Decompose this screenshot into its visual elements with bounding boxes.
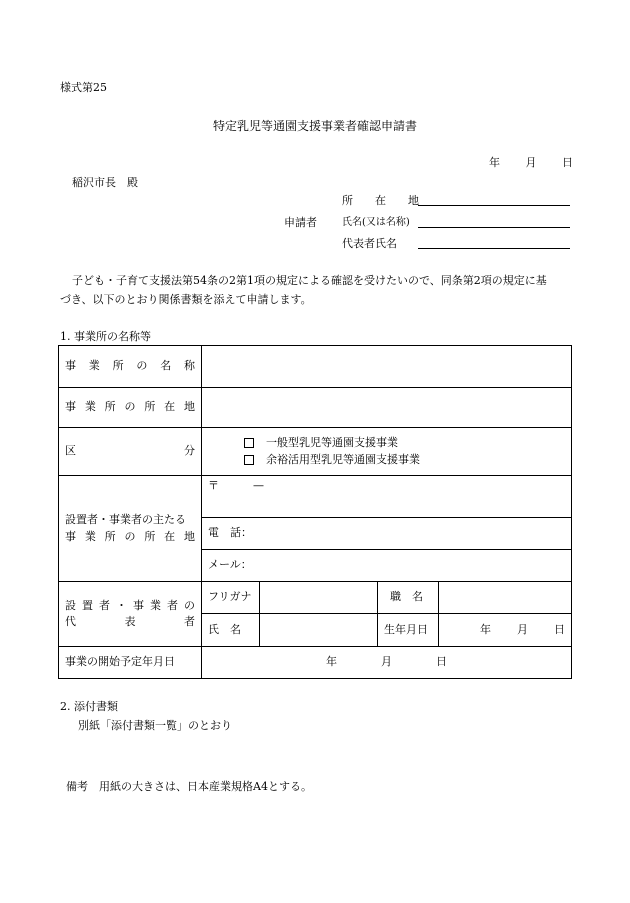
- furigana-label: フリガナ: [202, 582, 260, 614]
- checkbox-surplus[interactable]: [244, 455, 254, 465]
- section-2-body: 別紙「添付書類一覧」のとおり: [78, 719, 232, 732]
- postal-mark: 〒: [208, 479, 219, 492]
- category-option-surplus[interactable]: [244, 452, 565, 469]
- operator-email-field[interactable]: [202, 550, 572, 582]
- rep-name-label: 氏 名: [202, 614, 260, 647]
- row-start-date: [59, 647, 572, 679]
- section-2-title: 2. 添付書類: [60, 700, 118, 713]
- birth-date-label: 生年月日: [378, 614, 439, 647]
- operator-address-label-line2: 事 業 所 の 所 在 地: [65, 529, 195, 543]
- facility-address-label: [59, 388, 202, 428]
- remarks: 備考 用紙の大きさは、日本産業規格A4とする。: [66, 780, 312, 793]
- row-operator-postal: [59, 476, 572, 518]
- applicant-name-line[interactable]: [418, 227, 570, 228]
- date-line: [489, 157, 573, 168]
- job-title-field[interactable]: [439, 582, 572, 614]
- date-year: 年: [489, 156, 500, 169]
- representative-label-line1: 設 置 者 ・ 事 業 者 の: [65, 598, 195, 612]
- applicant-rep-line[interactable]: [418, 248, 570, 249]
- postal-dash: —: [253, 479, 264, 492]
- facility-address-field[interactable]: [202, 388, 572, 428]
- email-label: メール：: [208, 558, 252, 572]
- representative-label: [59, 582, 202, 647]
- representative-label-line2: 代 表 者: [65, 615, 195, 628]
- category-option-general[interactable]: [244, 435, 565, 452]
- applicant-name-label: 氏名(又は名称): [342, 217, 410, 228]
- facility-table: [58, 345, 572, 679]
- intro-text-line-2: づき、以下のとおり関係書類を添えて申請します。: [60, 293, 312, 306]
- start-month: 月: [381, 655, 392, 669]
- operator-phone-field[interactable]: [202, 518, 572, 550]
- start-year: 年: [326, 655, 337, 669]
- job-title-label: 職 名: [378, 582, 439, 614]
- category-label-text: 区 分: [65, 444, 195, 458]
- start-day: 日: [436, 655, 447, 669]
- applicant-rep-label: 代表者氏名: [342, 237, 397, 250]
- furigana-field[interactable]: [260, 582, 378, 614]
- intro-text-line-1: 子ども・子育て支援法第54条の2第1項の規定による確認を受けたいので、同条第2項の規定に基: [72, 274, 547, 287]
- date-month: 月: [525, 156, 537, 169]
- facility-address-label-text: 事 業 所 の 所 在 地: [65, 400, 195, 414]
- applicant-address-line[interactable]: [418, 205, 570, 206]
- birth-year: 年: [480, 622, 491, 636]
- operator-postal-field[interactable]: [202, 476, 572, 518]
- date-day: 日: [562, 156, 573, 169]
- facility-name-label-text: 事 業 所 の 名 称: [65, 359, 195, 373]
- category-label: [59, 428, 202, 476]
- category-option-surplus-label: 余裕活用型乳児等通園支援事業: [266, 452, 420, 466]
- birth-date-field[interactable]: [439, 614, 572, 647]
- start-date-label: 事業の開始予定年月日: [59, 647, 202, 679]
- start-date-value: [208, 654, 565, 671]
- form-number: 様式第25: [60, 81, 107, 94]
- applicant-address-label: 所 在 地: [342, 194, 419, 207]
- rep-name-field[interactable]: [260, 614, 378, 647]
- applicant-label: 申請者: [284, 216, 317, 229]
- row-rep-furigana: [59, 582, 572, 614]
- phone-label: 電 話：: [208, 526, 252, 540]
- section-1-title: 1. 事業所の名称等: [60, 330, 151, 343]
- row-facility-address: [59, 388, 572, 428]
- start-date-field[interactable]: [202, 647, 572, 679]
- facility-name-field[interactable]: [202, 346, 572, 388]
- operator-address-label: [59, 476, 202, 582]
- facility-name-label: [59, 346, 202, 388]
- operator-address-label-line1: 設置者・事業者の主たる: [65, 513, 186, 526]
- birth-month: 月: [517, 622, 528, 636]
- birth-day: 日: [554, 622, 565, 636]
- checkbox-general[interactable]: [244, 438, 254, 448]
- addressee: 稲沢市長 殿: [72, 176, 138, 189]
- row-facility-name: [59, 346, 572, 388]
- row-category: [59, 428, 572, 476]
- category-field: [202, 428, 572, 476]
- category-option-general-label: 一般型乳児等通園支援事業: [266, 436, 398, 449]
- document-title: 特定乳児等通園支援事業者確認申請書: [212, 119, 417, 133]
